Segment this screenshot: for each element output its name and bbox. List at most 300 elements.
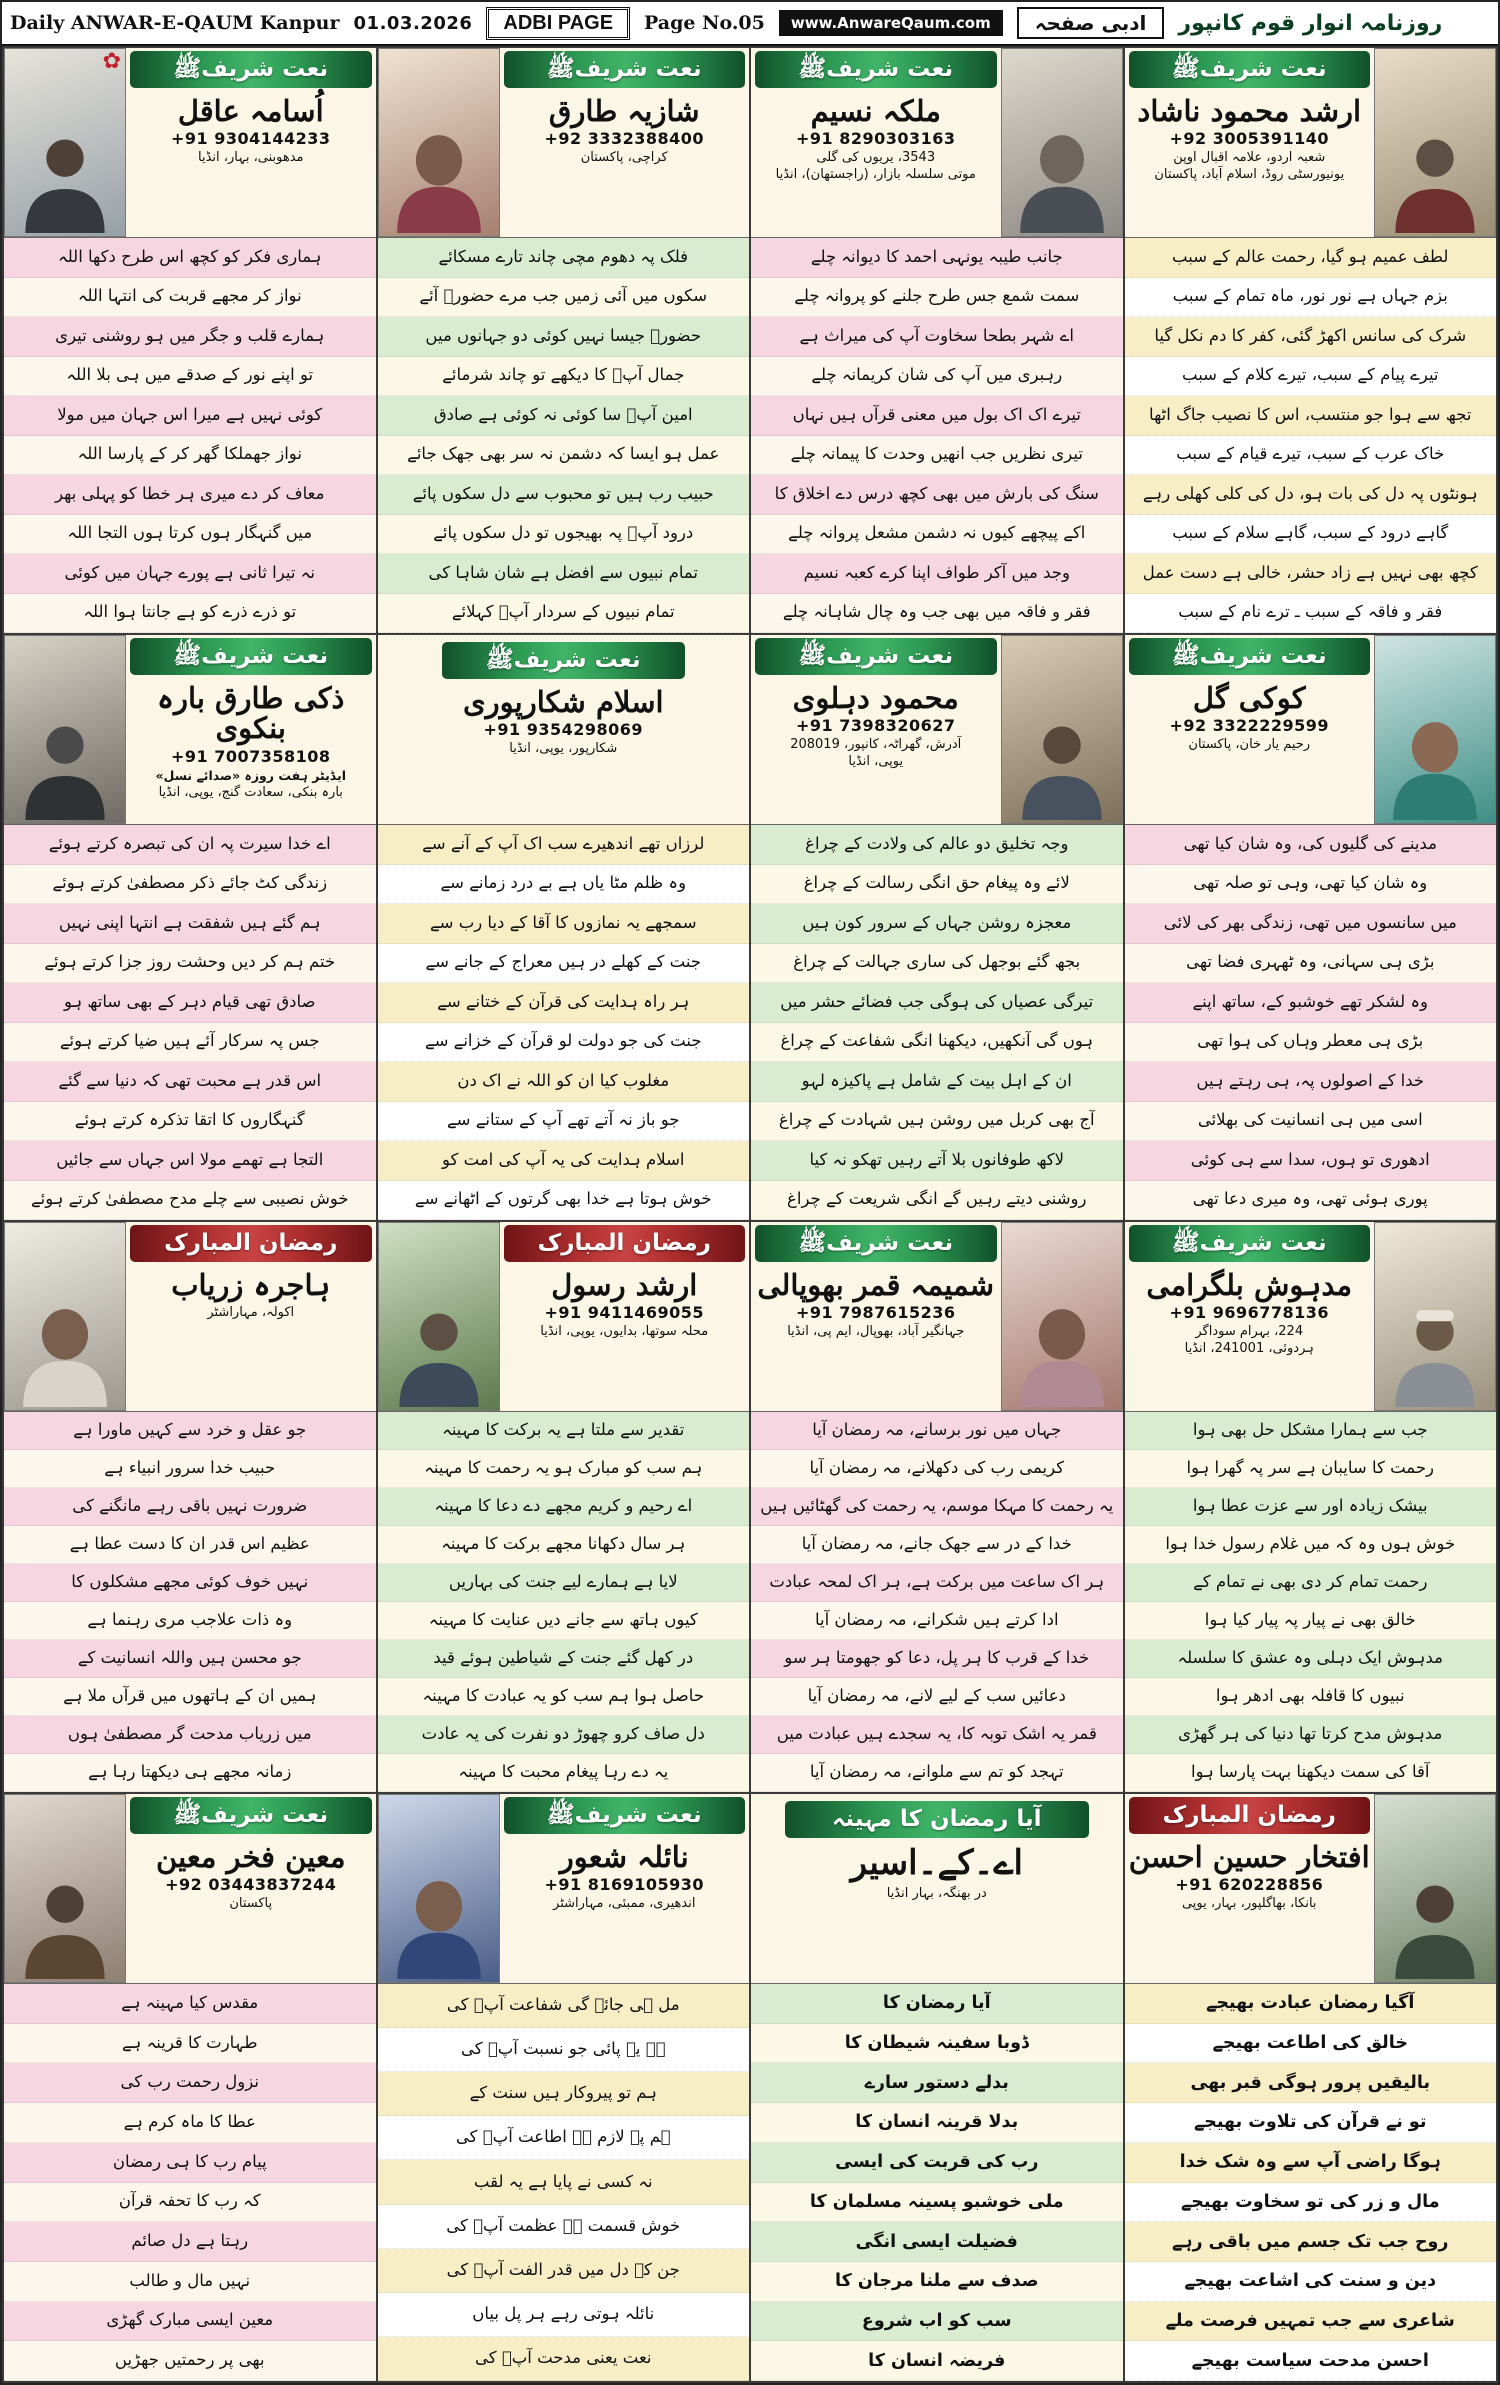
poem-line: حضورؐ جیسا نہیں کوئی دو جہانوں میں [378, 317, 750, 357]
naat-banner: نعت شریفﷺ [755, 51, 997, 88]
poem-line: آگیا رمضان عبادت بھیجے [1125, 1984, 1497, 2024]
poem-line: ہمارے قلب و جگر میں ہو روشنی تیری [4, 317, 376, 357]
block-info [751, 1222, 1001, 1411]
poem-line: جنت کے کھلے در ہیں معراج کے جانے سے [378, 944, 750, 984]
naat-banner: نعت شریفﷺ [755, 1225, 997, 1262]
author-name: شازیہ طارق [548, 93, 700, 128]
poem-block-arshad-rasool [378, 1222, 750, 1792]
person-silhouette-icon [1380, 1292, 1490, 1411]
author-phone: +91 7398320627 [795, 716, 956, 736]
poem-block-naila-shaoor [378, 1794, 750, 2381]
poem-lines [4, 238, 376, 633]
poem-line: اے رحیم و کریم مجھے دے دعا کا مہینہ [378, 1488, 750, 1526]
block-info [126, 635, 376, 824]
poem-line: ہونٹوں پہ دل کی بات ہو، دل کی کلی کھلی رہے [1125, 475, 1497, 515]
poem-line: اسلام ہدایت کی یہ آپ کی امت کو [378, 1141, 750, 1181]
person-silhouette-icon [1007, 118, 1117, 237]
poem-block-arshad-mahmood-nashad [1125, 48, 1497, 633]
poem-block-shamima-qamar-bhopali [751, 1222, 1123, 1792]
poem-line: ہر اک ساعت میں برکت ہے، ہر اک لمحہ عبادت [751, 1564, 1123, 1602]
block-info [126, 1794, 376, 1983]
person-silhouette-icon [384, 1864, 494, 1983]
poem-line: کوئی نہیں ہے میرا اس جہان میں مولا [4, 396, 376, 436]
poem-line: عطا کا ماہ کرم ہے [4, 2103, 376, 2143]
poem-line: سمجھے یہ نمازوں کا آقا کے دیا رب سے [378, 904, 750, 944]
poem-line: تہجد کو تم سے ملوانے، مہ رمضان آیا [751, 1754, 1123, 1792]
poem-line: گاہے درود کے سبب، گاہے سلام کے سبب [1125, 515, 1497, 555]
poem-line: لطف عمیم ہو گیا، رحمت عالم کے سبب [1125, 238, 1497, 278]
poem-line: وہ ذات علاجب مری رہنما ہے [4, 1602, 376, 1640]
author-photo [1374, 1222, 1496, 1411]
ramzan-banner: رمضان المبارک [504, 1225, 746, 1262]
author-location: 3543، یریوں کی گلی [816, 150, 936, 166]
block-header [4, 635, 376, 825]
poem-block-hajira-zeryab [4, 1222, 376, 1792]
poem-line: تجھ سے ہوا جو منتسب، اس کا نصیب جاگ اٹھا [1125, 396, 1497, 436]
block-header [751, 48, 1123, 238]
naat-banner: نعت شریفﷺ [755, 638, 997, 675]
block-info [378, 635, 750, 824]
poem-line: بڑی ہی معطر وہاں کی ہوا تھی [1125, 1023, 1497, 1063]
poem-line: لرزاں تھے اندھیرے سب اک آپ کے آنے سے [378, 825, 750, 865]
poem-line: خاک عرب کے سبب، تیرے قیام کے سبب [1125, 436, 1497, 476]
naat-banner: نعت شریفﷺ [504, 51, 746, 88]
author-photo [1374, 1794, 1496, 1983]
poem-block-koki-gul [1125, 635, 1497, 1220]
poem-line: وجد میں آکر طواف اپنا کرے کعبہ نسیم [751, 554, 1123, 594]
author-phone: +91 8169105930 [544, 1875, 705, 1895]
author-name: نائلہ شعور [559, 1839, 689, 1874]
poem-line: جس پہ سرکار آئے ہیں ضیا کرتے ہوئے [4, 1023, 376, 1063]
block-header [1125, 1222, 1497, 1412]
poem-line: حبیب خدا سرور انبیاء ہے [4, 1450, 376, 1488]
poem-line: گنہگاروں کا اتقا تذکرہ کرتے ہوئے [4, 1102, 376, 1142]
website-url: www.AnwareQaum.com [779, 10, 1003, 36]
poem-line: خوش نصیبی سے چلے مدح مصطفیٰ کرتے ہوئے [4, 1181, 376, 1221]
author-photo [1374, 635, 1496, 824]
poem-lines [1125, 238, 1497, 633]
poem-line: تو ذرے ذرے کو ہے جانتا ہوا اللہ [4, 594, 376, 634]
poem-block-iftikhar-hussain-ahsan [1125, 1794, 1497, 2381]
author-phone: +92 03443837244 [165, 1875, 337, 1895]
author-location: بارہ بنکی، سعادت گنج، یوپی، انڈیا [158, 784, 343, 800]
author-photo [378, 48, 500, 237]
poem-line: ہم سب کو مبارک ہو یہ رحمت کا مہینہ [378, 1450, 750, 1488]
author-name: افتخار حسین احسن [1128, 1839, 1370, 1874]
poem-line: معاف کر دے میری ہر خطا کو پہلی بھر [4, 475, 376, 515]
poem-line: یہ رحمت کا مہکا موسم، یہ رحمت کی گھٹائیں ہیں [751, 1488, 1123, 1526]
poem-line: خوش ہوں وہ کہ میں غلام رسول خدا ہوا [1125, 1526, 1497, 1564]
author-name: اُسامہ عاقل [177, 93, 324, 128]
person-silhouette-icon [384, 118, 494, 237]
block-info [1125, 1794, 1375, 1983]
author-location: جہانگیر آباد، بھوپال، ایم پی، انڈیا [787, 1324, 965, 1340]
author-location: محلہ سوتھا، بدایوں، یوپی، انڈیا [540, 1324, 709, 1340]
poem-line: پیام رب کا ہی رمضان [4, 2143, 376, 2183]
poem-line: خدا کے در سے جھک جانے، مہ رمضان آیا [751, 1526, 1123, 1564]
author-photo [1001, 48, 1123, 237]
poem-line: دل صاف کرو چھوڑ دو نفرت کی یہ عادت [378, 1716, 750, 1754]
block-header [751, 635, 1123, 825]
author-location: شعبہ اردو، علامہ اقبال اوپن [1173, 150, 1326, 166]
poem-line: قمر یہ اشک توبہ کا، یہ سجدے ہیں عبادت میں [751, 1716, 1123, 1754]
poem-lines [378, 1984, 750, 2381]
author-name: ملکہ نسیم [810, 93, 941, 128]
poem-line: ہوں گی آنکھیں، دیکھنا انگی شفاعت کے چراغ [751, 1023, 1123, 1063]
poem-line: روشنی دیتے رہیں گے انگی شریعت کے چراغ [751, 1181, 1123, 1221]
page-number: Page No.05 [644, 12, 765, 34]
author-phone: +91 7007358108 [170, 746, 331, 766]
author-location: کراچی، پاکستان [580, 150, 668, 166]
block-info [126, 1222, 376, 1411]
naat-banner: نعت شریفﷺ [442, 642, 686, 679]
poem-line: تیرے پیام کے سبب، تیرے کلام کے سبب [1125, 357, 1497, 397]
poem-line: در کھل گئے جنت کے شیاطین ہوئے قید [378, 1640, 750, 1678]
block-info [751, 635, 1001, 824]
poem-line: خالق کی اطاعت بھیجے [1125, 2024, 1497, 2064]
poem-line: اسی میں ہی انسانیت کی بھلائی [1125, 1102, 1497, 1142]
poem-block-moin-fakhr-moin [4, 1794, 376, 2381]
poem-line: کچھ بھی نہیں ہے زاد حشر، خالی ہے دست عمل [1125, 554, 1497, 594]
poem-line: حبیب رب ہیں تو محبوب سے دل سکوں پائے [378, 475, 750, 515]
author-location: 224، بہرام سوداگر [1195, 1324, 1304, 1340]
block-info [1125, 48, 1375, 237]
poem-line: میں گنہگار ہوں کرتا ہوں التجا اللہ [4, 515, 376, 555]
poem-line: خالق بھی نے پیار پہ پیار کیا ہوا [1125, 1602, 1497, 1640]
author-name: ارشد رسول [551, 1267, 698, 1302]
poem-line: زمانہ مجھے ہی دیکھتا رہا ہے [4, 1754, 376, 1792]
poem-line: ان کے اہل بیت کے شامل ہے پاکیزہ لہو [751, 1062, 1123, 1102]
naat-banner: نعت شریفﷺ [1129, 51, 1371, 88]
poem-line: خوش قسمت ہے عظمت آپؐ کی [378, 2205, 750, 2249]
poem-line: تیری نظریں جب انھیں وحدت کا پیمانہ چلے [751, 436, 1123, 476]
section-title-urdu: ادبی صفحہ [1017, 7, 1165, 39]
author-location-2: یوپی، انڈیا [848, 754, 904, 770]
poem-line: ہم گئے ہیں شفقت ہے انتہا اپنی نہیں [4, 904, 376, 944]
poem-line: مدینے کی گلیوں کی، وہ شان کیا تھی [1125, 825, 1497, 865]
poems-grid [2, 46, 1498, 2383]
author-location: اکولہ، مہاراشٹر [207, 1305, 295, 1321]
block-header [378, 635, 750, 825]
poem-line: نہ کسی نے پایا ہے یہ لقب [378, 2160, 750, 2204]
poem-lines [751, 1984, 1123, 2381]
poem-line: درود آپؐ پہ بھیجوں تو دل سکوں پائے [378, 515, 750, 555]
poem-line: فریضہ انسان کا [751, 2341, 1123, 2381]
paper-name-urdu: روزنامہ انوار قوم کانپور [1178, 10, 1443, 36]
person-silhouette-icon [1007, 705, 1117, 824]
title-banner: آیا رمضان کا مہینہ [785, 1801, 1089, 1838]
poem-line: رہبری میں آپ کی شان کریمانہ چلے [751, 357, 1123, 397]
poem-line: ڈوبا سفینہ شیطان کا [751, 2024, 1123, 2064]
naat-banner: نعت شریفﷺ [130, 638, 372, 675]
poem-block-mahmood-dehlvi [751, 635, 1123, 1220]
poem-line: دعائیں سب کے لیے لانے، مہ رمضان آیا [751, 1678, 1123, 1716]
block-info [500, 1222, 750, 1411]
author-name: مدہوش بلگرامی [1146, 1267, 1353, 1302]
poem-line: بجھ گئے بوجھل کی ساری جہالت کے چراغ [751, 944, 1123, 984]
person-silhouette-icon [10, 1292, 120, 1411]
poem-line: جہاں میں نور برسانے، مہ رمضان آیا [751, 1412, 1123, 1450]
poem-lines [378, 1412, 750, 1792]
poem-line: کریمی رب کی دکھلانے، مہ رمضان آیا [751, 1450, 1123, 1488]
poem-line: سب کو اب شروع [751, 2302, 1123, 2342]
poem-line: بزم جہاں ہے نور نور، ماہ تمام کے سبب [1125, 278, 1497, 318]
block-info [751, 48, 1001, 237]
author-location: رحیم یار خان، پاکستان [1188, 737, 1311, 753]
poem-line: تمام نبیوں کے سردار آپؐ کہلائے [378, 594, 750, 634]
poem-lines [1125, 1984, 1497, 2381]
poem-line: لایا ہے ہمارے لیے جنت کی بہاریں [378, 1564, 750, 1602]
author-name: کوکی گل [1192, 680, 1306, 715]
author-location: شکارپور، یوپی، انڈیا [509, 741, 618, 757]
issue-date: 01.03.2026 [353, 12, 473, 34]
author-photo [378, 1222, 500, 1411]
author-phone: +91 7987615236 [795, 1303, 956, 1323]
masthead [2, 2, 1498, 46]
poem-line: نہ تیرا ثانی ہے پورے جہان میں کوئی [4, 554, 376, 594]
poem-line: تو اپنے نور کے صدقے میں ہی بلا اللہ [4, 357, 376, 397]
author-location: آدرش، گھراٹہ، کانپور، 208019 [790, 737, 962, 753]
poem-line: جنت کی جو دولت لو قرآن کے خزانے سے [378, 1023, 750, 1063]
author-phone: +91 620228856 [1175, 1875, 1324, 1895]
author-photo [4, 635, 126, 824]
poem-line: آج بھی کربل میں روشن ہیں شہادت کے چراغ [751, 1102, 1123, 1142]
poem-line: کیوں ہاتھ سے جانے دیں عنایت کا مہینہ [378, 1602, 750, 1640]
person-silhouette-icon [1380, 705, 1490, 824]
poem-line: رحمت تمام کر دی بھی نے تمام کے [1125, 1564, 1497, 1602]
poem-line: پوری ہوئی تھی، وہ میری دعا تھی [1125, 1181, 1497, 1221]
poem-line: ہماری فکر کو کچھ اس طرح دکھا اللہ [4, 238, 376, 278]
poem-line: ہمیں ان کے ہاتھوں میں قرآں ملا ہے [4, 1678, 376, 1716]
poem-line: جن کے دل میں قدر الفت آپؐ کی [378, 2249, 750, 2293]
poem-line: سنگ کی بارش میں بھی کچھ درس دے اخلاق کا [751, 475, 1123, 515]
poem-block-islam-shikarpuri [378, 635, 750, 1220]
author-phone: +92 3005391140 [1169, 129, 1330, 149]
poem-line: اے شہر بطحا سخاوت آپ کی میراث ہے [751, 317, 1123, 357]
author-role: ایڈیٹر ہفت روزہ «صدائے نسل» [155, 767, 347, 783]
poem-line: رب کی قربت کی ایسی [751, 2143, 1123, 2183]
poem-line: ہر راہ ہدایت کی قرآن کے ختانے سے [378, 983, 750, 1023]
poem-line: مغلوب کیا ان کو اللہ نے اک دن [378, 1062, 750, 1102]
poem-lines [751, 1412, 1123, 1792]
poem-lines [1125, 825, 1497, 1220]
ramzan-banner: رمضان المبارک [1129, 1797, 1371, 1834]
poem-line: فقر و فاقہ میں بھی جب وہ چال شاہانہ چلے [751, 594, 1123, 634]
poem-line: تو نے قرآن کی تلاوت بھیجے [1125, 2103, 1497, 2143]
author-location-2: یونیورسٹی روڈ، اسلام آباد، پاکستان [1154, 167, 1345, 183]
poem-line: نزول رحمت رب کی [4, 2063, 376, 2103]
poem-line: بدلا قرینہ انسان کا [751, 2103, 1123, 2143]
poem-block-zaki-tariq-barabankvi [4, 635, 376, 1220]
author-phone: +91 9411469055 [544, 1303, 705, 1323]
author-name: معین فخر معین [156, 1839, 346, 1874]
person-silhouette-icon [1007, 1292, 1117, 1411]
poem-line: دین و سنت کی اشاعت بھیجے [1125, 2262, 1497, 2302]
block-info [500, 48, 750, 237]
naat-banner: نعت شریفﷺ [130, 1797, 372, 1834]
poem-line: وہ ظلم مٹا یاں ہے بے درد زمانے سے [378, 865, 750, 905]
person-silhouette-icon [10, 1864, 120, 1983]
poem-line: بدلے دستور سارے [751, 2063, 1123, 2103]
poem-line: رحمت کا سایبان ہے سر پہ گھرا ہوا [1125, 1450, 1497, 1488]
poem-line: نائلہ ہوتی رہے ہر پل بیاں [378, 2293, 750, 2337]
poem-line: وہ شان کیا تھی، وہی تو صلہ تھی [1125, 865, 1497, 905]
block-info [751, 1794, 1123, 1983]
poem-line: اکے پیچھے کیوں نہ دشمن مشعل پروانہ چلے [751, 515, 1123, 555]
author-phone: +91 8290303163 [795, 129, 956, 149]
poem-line: اس قدر ہے محبت تھی کہ دنیا سے گئے [4, 1062, 376, 1102]
poem-line: صدف سے ملنا مرجان کا [751, 2262, 1123, 2302]
author-name: شمیمہ قمر بھوپالی [757, 1267, 995, 1302]
poem-line: نعت یعنی مدحت آپؐ کی [378, 2337, 750, 2381]
author-name: اے۔کے۔اسیر [850, 1842, 1023, 1883]
author-photo [378, 1794, 500, 1983]
block-header [751, 1222, 1123, 1412]
poem-line: عمل ہو ایسا کہ دشمن نہ سر بھی جھک جائے [378, 436, 750, 476]
poem-line: ہم تو پیروکار ہیں سنت کے [378, 2072, 750, 2116]
poem-line: تقدیر سے ملتا ہے یہ برکت کا مہینہ [378, 1412, 750, 1450]
block-header [378, 48, 750, 238]
poem-line: تیرے اک اک بول میں معنی قرآں ہیں نہاں [751, 396, 1123, 436]
author-photo [4, 1222, 126, 1411]
poem-line: معجزہ روشن جہاں کے سرور کون ہیں [751, 904, 1123, 944]
author-photo [1001, 1222, 1123, 1411]
author-location: اندھیری، ممبئی، مہاراشٹر [553, 1896, 696, 1912]
author-phone: +91 9696778136 [1169, 1303, 1330, 1323]
author-name: اسلام شکارپوری [462, 684, 664, 719]
poem-line: لاکھ طوفانوں بلا آتے رہیں تھکو نہ کیا [751, 1141, 1123, 1181]
poem-line: خوش ہوتا ہے خدا بھی گرتوں کے اٹھانے سے [378, 1181, 750, 1221]
author-photo [1001, 635, 1123, 824]
poem-line: تمام نبیوں سے افضل ہے شان شاہا کی [378, 554, 750, 594]
poem-line: بالیقیں پرور ہوگی قبر بھی [1125, 2063, 1497, 2103]
poem-lines [378, 825, 750, 1220]
block-info [1125, 635, 1375, 824]
ramzan-banner: رمضان المبارک [130, 1225, 372, 1262]
poem-line: فضیلت ایسی انگی [751, 2222, 1123, 2262]
block-header [1125, 635, 1497, 825]
person-silhouette-icon [1380, 1864, 1490, 1983]
block-header [378, 1222, 750, 1412]
poem-line: شاعری سے جب تمہیں فرصت ملے [1125, 2302, 1497, 2342]
poem-line: مل ہی جائے گی شفاعت آپؐ کی [378, 1984, 750, 2028]
author-photo [4, 48, 126, 237]
poem-line: خدا کے قرب کا ہر پل، دعا کو جھومتا ہر سو [751, 1640, 1123, 1678]
poem-line: نبیوں کا قافلہ بھی ادھر ہوا [1125, 1678, 1497, 1716]
poem-line: رہتا ہے دل صائم [4, 2222, 376, 2262]
poem-line: ادھوری تو ہوں، سدا سے ہی کوئی [1125, 1141, 1497, 1181]
poem-line: روح جب تک جسم میں باقی رہے [1125, 2222, 1497, 2262]
poem-lines [378, 238, 750, 633]
poem-line: بھی پر رحمتیں جھڑیں [4, 2341, 376, 2381]
poem-line: جو محسن ہیں واللہ انسانیت کے [4, 1640, 376, 1678]
author-phone: +92 3332388400 [544, 129, 705, 149]
poem-line: صادق تھی قیام دہر کے بھی ساتھ ہو [4, 983, 376, 1023]
poem-line: ضرورت نہیں باقی رہے مانگنے کی [4, 1488, 376, 1526]
block-header [4, 1794, 376, 1984]
poem-line: ہے یہ پائی جو نسبت آپؐ کی [378, 2028, 750, 2072]
poem-line: ہوگا راضی آپ سے وہ شک خدا [1125, 2143, 1497, 2183]
poem-line: مقدس کیا مہینہ ہے [4, 1984, 376, 2024]
poem-line: ادا کرتے ہیں شکرانے، مہ رمضان آیا [751, 1602, 1123, 1640]
poem-line: جو باز نہ آتے تھے آپ کے ستانے سے [378, 1102, 750, 1142]
poem-line: معین ایسی مبارک گھڑی [4, 2302, 376, 2342]
paper-name: Daily ANWAR-E-QAUM Kanpur [10, 12, 340, 34]
poem-line: یہ دے رہا پیغام محبت کا مہینہ [378, 1754, 750, 1792]
naat-banner: نعت شریفﷺ [130, 51, 372, 88]
poem-line: آقا کی سمت دیکھنا بہت پارسا ہوا [1125, 1754, 1497, 1792]
poem-lines [4, 1412, 376, 1792]
poem-block-madhosh-bilgrami [1125, 1222, 1497, 1792]
poem-line: بڑی ہی سہانی، وہ ٹھہری فضا تھی [1125, 944, 1497, 984]
block-header [1125, 48, 1497, 238]
poem-line: خدا کے اصولوں پہ، ہی رہتے ہیں [1125, 1062, 1497, 1102]
poem-block-ak-aseer-aaya-ramzan [751, 1794, 1123, 2381]
author-name: ارشد محمود ناشاد [1137, 93, 1362, 128]
poem-line: جب سے ہمارا مشکل حل بھی ہوا [1125, 1412, 1497, 1450]
poem-line: آیا رمضان کا [751, 1984, 1123, 2024]
poem-line: جو عقل و خرد سے کہیں ماورا ہے [4, 1412, 376, 1450]
poem-line: ہم پہ لازم ہے اطاعت آپؐ کی [378, 2116, 750, 2160]
person-silhouette-icon [10, 705, 120, 824]
author-location: بانکا، بھاگلپور، بہار، یوپی [1181, 1896, 1317, 1912]
author-photo [4, 1794, 126, 1983]
poem-line: فلک پہ دھوم مچی چاند تارے مسکائے [378, 238, 750, 278]
block-header [1125, 1794, 1497, 1984]
poem-line: کہ رب کا تحفہ قرآن [4, 2183, 376, 2223]
author-phone: +91 9304144233 [170, 129, 331, 149]
poem-line: مدہوش مدح کرتا تھا دنیا کی ہر گھڑی [1125, 1716, 1497, 1754]
poem-block-malika-naseem [751, 48, 1123, 633]
poem-line: عظیم اس قدر ان کا دست عطا ہے [4, 1526, 376, 1564]
poem-line: میں زریاب مدحت گر مصطفیٰ ہوں [4, 1716, 376, 1754]
block-header [378, 1794, 750, 1984]
poem-line: شرک کی سانس اکھڑ گئی، کفر کا دم نکل گیا [1125, 317, 1497, 357]
poem-lines [751, 825, 1123, 1220]
poem-line: وجہ تخلیق دو عالم کی ولادت کے چراغ [751, 825, 1123, 865]
poem-line: میں سانسوں میں تھی، زندگی بھر کی لائی [1125, 904, 1497, 944]
block-header [751, 1794, 1123, 1984]
flower-decoration-icon: ✿ [102, 49, 121, 74]
author-phone: +91 9354298069 [483, 720, 644, 740]
poem-lines [4, 825, 376, 1220]
poem-line: مال و زر کی تو سخاوت بھیجے [1125, 2183, 1497, 2223]
poem-line: فقر و فاقہ کے سبب ـ ترے نام کے سبب [1125, 594, 1497, 634]
poem-line: ختم ہم کر دیں وحشت روز جزا کرتے ہوئے [4, 944, 376, 984]
page-label: ADBI PAGE [486, 7, 630, 40]
poem-line: وہ لشکر تھے خوشبو کے، ساتھ اپنے [1125, 983, 1497, 1023]
poem-block-shazia-tariq [378, 48, 750, 633]
author-name: محمود دہلوی [792, 680, 959, 715]
person-silhouette-icon [10, 118, 120, 237]
person-silhouette-icon [384, 1292, 494, 1411]
author-name: ہاجرہ زریاب [171, 1267, 331, 1302]
poem-line: نواز جھملکا گھر کر کے پارسا اللہ [4, 436, 376, 476]
author-photo [1374, 48, 1496, 237]
poem-line: مدہوش ایک دہلی وہ عشق کا سلسلہ [1125, 1640, 1497, 1678]
naat-banner: نعت شریفﷺ [1129, 638, 1371, 675]
poem-line: اے خدا سیرت پہ ان کی تبصرہ کرتے ہوئے [4, 825, 376, 865]
poem-lines [751, 238, 1123, 633]
poem-line: سمت شمع جس طرح جلنے کو پروانہ چلے [751, 278, 1123, 318]
poem-line: جانب طیبہ یونہی احمد کا دیوانہ چلے [751, 238, 1123, 278]
poem-lines [4, 1984, 376, 2381]
person-silhouette-icon [1380, 118, 1490, 237]
poem-line: امین آپؐ سا کوئی نہ کوئی ہے صادق [378, 396, 750, 436]
poem-line: جمال آپؐ کا دیکھے تو چاند شرمائے [378, 357, 750, 397]
poem-line: تیرگی عصیاں کی ہوگی جب فضائے حشر میں [751, 983, 1123, 1023]
poem-block-usama-aqil [4, 48, 376, 633]
